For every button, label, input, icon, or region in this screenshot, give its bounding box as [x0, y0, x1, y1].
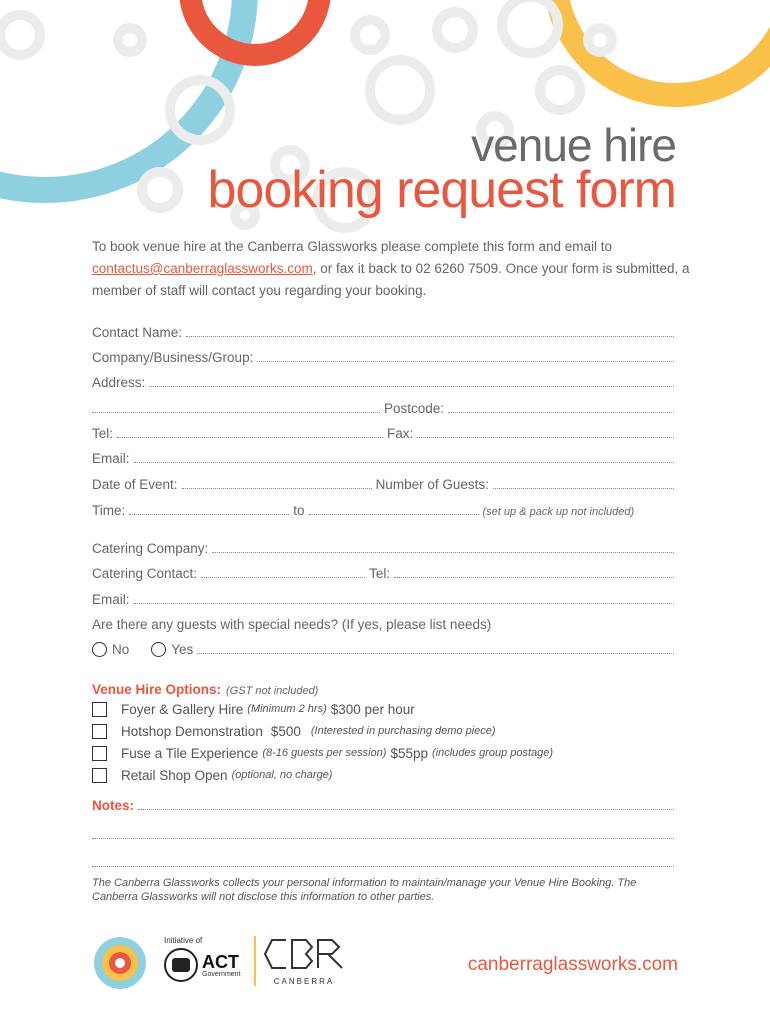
postcode-field[interactable]: [448, 412, 674, 413]
act-government-logo: [164, 936, 254, 988]
address-postcode-row: [92, 398, 678, 416]
option-checkbox[interactable]: [92, 702, 107, 717]
contact-name-row: [92, 322, 678, 340]
government-text: Government: [202, 970, 241, 978]
notes-row: [92, 852, 678, 870]
act-crest-icon: [164, 948, 198, 982]
fax-field[interactable]: [417, 437, 674, 438]
tel-label: Tel:: [92, 426, 114, 441]
postcode-label: Postcode:: [384, 401, 445, 416]
tel-field[interactable]: [117, 437, 383, 438]
yes-label: Yes: [171, 642, 194, 657]
date-of-event-label: Date of Event:: [92, 477, 178, 492]
option-checkbox[interactable]: [92, 768, 107, 783]
time-from-field[interactable]: [129, 514, 289, 515]
contact-email-link[interactable]: contactus@canberraglassworks.com: [92, 261, 313, 276]
catering-email-label: Email:: [92, 592, 130, 607]
catering-company-row: [92, 538, 678, 556]
email-label: Email:: [92, 451, 130, 466]
number-of-guests-field[interactable]: [493, 488, 674, 489]
date-guests-row: [92, 474, 678, 492]
catering-company-label: Catering Company:: [92, 541, 209, 556]
contact-name-field[interactable]: [186, 336, 674, 337]
time-note: (set up & pack up not included): [482, 506, 635, 518]
catering-contact-field[interactable]: [201, 577, 365, 578]
option-row: [92, 722, 500, 740]
options-heading-row: [92, 679, 678, 697]
no-radio[interactable]: [92, 642, 107, 657]
special-needs-field[interactable]: [197, 653, 674, 654]
time-row: [92, 500, 678, 518]
cbr-logo-icon: [262, 936, 346, 972]
special-needs-question: Are there any guests with special needs? (If yes, please list needs): [92, 617, 492, 632]
website-link[interactable]: canberraglassworks.com: [467, 954, 678, 975]
address-row: [92, 372, 678, 390]
company-row: [92, 347, 678, 365]
option-note: (8-16 guests per session): [262, 747, 387, 759]
notes-field-3[interactable]: [92, 866, 674, 867]
options-heading: Venue Hire Options:: [92, 682, 222, 697]
time-label: Time:: [92, 503, 126, 518]
option-price: $500: [270, 723, 301, 739]
address-line2-field[interactable]: [92, 412, 380, 413]
yes-radio[interactable]: [151, 642, 166, 657]
initiative-of-text: Initiative of: [164, 936, 203, 945]
special-needs-row: [92, 614, 678, 632]
title-booking-request-form: booking request form: [207, 161, 676, 219]
act-text: ACT: [202, 951, 239, 972]
catering-email-field[interactable]: [134, 603, 674, 604]
email-row: [92, 448, 678, 466]
option-label: Fuse a Tile Experience: [121, 745, 259, 761]
fax-label: Fax:: [387, 426, 414, 441]
notes-row: [92, 795, 678, 813]
date-of-event-field[interactable]: [182, 488, 372, 489]
catering-company-field[interactable]: [212, 552, 674, 553]
address-field[interactable]: [149, 386, 674, 387]
option-label: Foyer & Gallery Hire: [121, 701, 244, 717]
option-row: [92, 744, 557, 762]
number-of-guests-label: Number of Guests:: [375, 477, 489, 492]
option-checkbox[interactable]: [92, 724, 107, 739]
option-price: $300 per hour: [330, 701, 415, 717]
option-note: (optional, no charge): [231, 769, 333, 781]
contact-name-label: Contact Name:: [92, 325, 183, 340]
option-note: (Interested in purchasing demo piece): [310, 725, 496, 737]
time-to-field[interactable]: [309, 514, 479, 515]
option-checkbox[interactable]: [92, 746, 107, 761]
option-price: $55pp: [390, 745, 428, 761]
options-heading-note: (GST not included): [226, 685, 319, 697]
notes-field-2[interactable]: [92, 838, 674, 839]
intro-text-2: , or fax it back to 02 6260 7509. Once your form is submitted, a member of staff will contact you regarding your booking.: [92, 261, 690, 298]
intro-text-1: To book venue hire at the Canberra Glassworks please complete this form and email to: [92, 239, 613, 254]
catering-tel-field[interactable]: [394, 577, 674, 578]
option-note: (Minimum 2 hrs): [247, 703, 327, 715]
address-label: Address:: [92, 375, 146, 390]
notes-row: [92, 824, 678, 842]
catering-tel-label: Tel:: [369, 566, 391, 581]
intro-paragraph: [92, 236, 692, 302]
company-label: Company/Business/Group:: [92, 350, 254, 365]
tel-fax-row: [92, 423, 678, 441]
option-label: Retail Shop Open: [121, 767, 228, 783]
catering-contact-label: Catering Contact:: [92, 566, 198, 581]
email-field[interactable]: [134, 462, 674, 463]
logo-divider: [254, 936, 256, 986]
no-label: No: [112, 642, 130, 657]
special-needs-answer-row: [92, 639, 678, 657]
option-label: Hotshop Demonstration: [121, 723, 263, 739]
time-to-label: to: [293, 503, 305, 518]
option-note-2: (includes group postage): [432, 747, 554, 759]
notes-field-1[interactable]: [138, 809, 674, 810]
title-venue-hire: venue hire: [471, 119, 676, 171]
company-field[interactable]: [257, 361, 674, 362]
notes-label: Notes:: [92, 798, 135, 813]
catering-contact-row: [92, 563, 678, 581]
option-row: [92, 700, 415, 718]
glassworks-logo-icon: [92, 935, 148, 991]
canberra-text: CANBERRA: [273, 977, 335, 986]
privacy-statement: The Canberra Glassworks collects your personal information to maintain/manage your Venue Hire Booking. The Canberra Glassworks will not disclose this information to other parties.: [92, 877, 637, 903]
cbr-canberra-logo: [262, 936, 352, 986]
option-row: [92, 766, 336, 784]
catering-email-row: [92, 589, 678, 607]
